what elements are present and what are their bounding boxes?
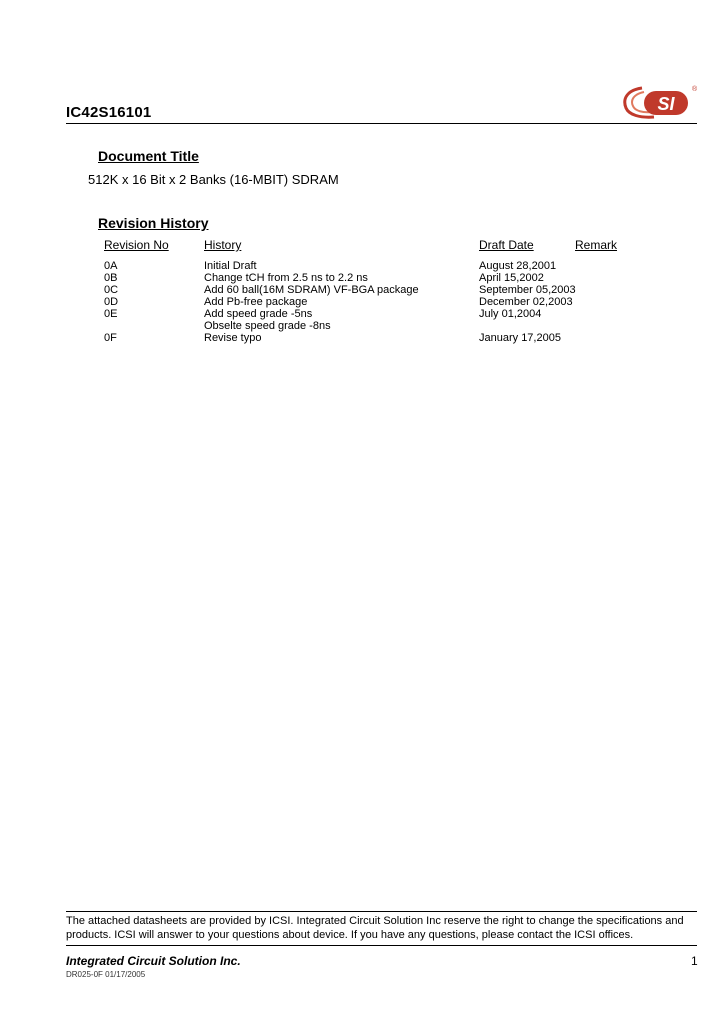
draft-date: April 15,2002: [479, 272, 544, 284]
revision-history-heading: Revision History: [98, 215, 209, 231]
column-header-revision-no: Revision No: [104, 238, 169, 252]
revision-table: [104, 238, 624, 344]
history-line: Add Pb-free package: [204, 296, 308, 308]
document-title-heading: Document Title: [98, 148, 199, 164]
document-title-text: 512K x 16 Bit x 2 Banks (16-MBIT) SDRAM: [88, 172, 339, 187]
column-header-draft-date: Draft Date: [479, 238, 534, 252]
revision-no: 0C: [104, 284, 119, 296]
column-header-remark: Remark: [575, 238, 618, 252]
footer-rule-top: [66, 911, 697, 912]
part-number: IC42S16101: [66, 104, 152, 121]
history-cell: [204, 308, 331, 332]
header-rule: [66, 123, 697, 124]
icsi-logo: [620, 82, 698, 122]
history-cell: [204, 296, 307, 308]
revision-table-header: [104, 238, 624, 260]
draft-date: July 01,2004: [479, 308, 542, 320]
history-cell: [204, 284, 419, 296]
table-row: [104, 260, 624, 272]
footer-company: Integrated Circuit Solution Inc.: [66, 954, 241, 968]
revision-no: 0E: [104, 308, 118, 320]
history-cell: [204, 260, 257, 272]
footer-notice: The attached datasheets are provided by ICSI. Integrated Circuit Solution Inc reserve the right to change the specifications and products. ICSI will answer to your questions about device. If you have any questions, please contact the ICSI offices.: [66, 915, 684, 941]
page-number: 1: [691, 954, 698, 968]
draft-date: January 17,2005: [479, 332, 561, 344]
revision-no: 0B: [104, 272, 118, 284]
column-header-history: History: [204, 238, 242, 252]
table-row: [104, 272, 624, 284]
revision-no: 0F: [104, 332, 117, 344]
revision-no: 0A: [104, 260, 118, 272]
history-cell: [204, 332, 261, 344]
logo-registered: ®: [692, 86, 698, 93]
history-line: Add 60 ball(16M SDRAM) VF-BGA package: [204, 284, 419, 296]
document-id: DR025-0F 01/17/2005: [66, 970, 146, 979]
logo-text: SI: [657, 94, 675, 114]
history-cell: [204, 272, 368, 284]
history-line: Initial Draft: [204, 260, 257, 272]
history-line: Obselte speed grade -8ns: [204, 320, 331, 332]
table-row: [104, 308, 624, 332]
icsi-logo-icon: [620, 82, 698, 122]
history-line: Change tCH from 2.5 ns to 2.2 ns: [204, 272, 368, 284]
table-row: [104, 332, 624, 344]
draft-date: August 28,2001: [479, 260, 557, 272]
revision-no: 0D: [104, 296, 119, 308]
draft-date: December 02,2003: [479, 296, 573, 308]
history-line: Revise typo: [204, 332, 262, 344]
table-row: [104, 284, 624, 296]
history-line: Add speed grade -5ns: [204, 308, 313, 320]
footer-rule-bottom: [66, 945, 697, 946]
table-row: [104, 296, 624, 308]
draft-date: September 05,2003: [479, 284, 576, 296]
